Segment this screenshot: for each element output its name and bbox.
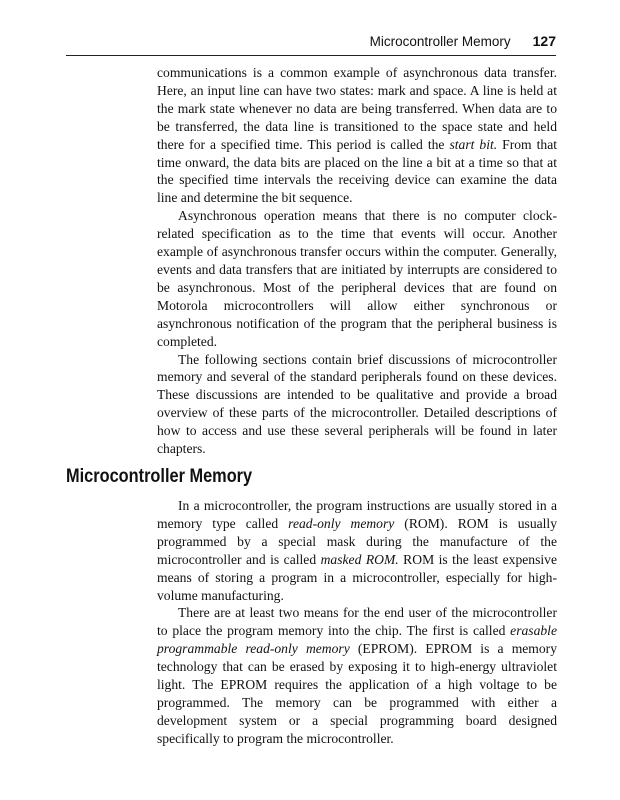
italic-term: masked ROM. [320, 551, 399, 567]
paragraph-run: In a microcontroller, the program instructions are usually stored in a memory type called [157, 498, 557, 531]
italic-term: erasable programmable read-only memory [157, 623, 557, 657]
paragraph-run: ROM is the least expensive means of storing a program in a microcontroller, especially for high-volume manufacturing. [157, 551, 557, 603]
paragraph [157, 207, 557, 350]
paragraph-run: (EPROM). EPROM is a memory technology that can be erased by exposing it to high-energy ultraviolet light. The EPROM requires the application of a high voltage to be programmed. The memory can be programmed with either a development system or a special programming board designed specifically to program the microcontroller. [157, 641, 557, 746]
paragraph-run: communications is a common example of asynchronous data transfer. Here, an input line can have two states: mark and space. A line is held at the mark state whenever no data are being transferred. When data are to be transferred, the data line is transitioned to the space state and held there for a specified time. This period is called the [157, 65, 557, 152]
paragraph-run: There are at least two means for the end user of the microcontroller to place the program memory into the chip. The first is called [157, 605, 557, 639]
paragraph-run: (ROM). ROM is usually programmed by a special mask during the manufacture of the microcontroller and is called [157, 515, 558, 567]
paragraph [157, 64, 557, 207]
paragraph [157, 604, 557, 747]
italic-term: read-only memory [288, 515, 395, 531]
body-text-top [157, 64, 557, 458]
paragraph [157, 497, 557, 604]
paragraph-run: The following sections contain brief discussions of microcontroller memory and several of the standard peripherals found on these devices. These discussions are intended to be qualitative and provide a broad overview of these parts of the microcontroller. Detailed descriptions of how to access and use these several peripherals will be found in later chapters. [157, 351, 557, 457]
section-heading: Microcontroller Memory [66, 466, 253, 487]
italic-term: start bit. [449, 136, 498, 152]
paragraph-run: From that time onward, the data bits are placed on the line a bit at a time so that at the specified time intervals the receiving device can examine the data line and determine the bit sequence. [157, 136, 558, 206]
body-text-section [157, 497, 557, 748]
running-head-title: Microcontroller Memory [369, 34, 511, 49]
page-number: 127 [532, 33, 556, 49]
running-head [66, 33, 556, 56]
paragraph [157, 351, 557, 458]
paragraph-run: Asynchronous operation means that there is no computer clock-related specification as to the time that events will occur. Another example of asynchronous transfer occurs within the computer. Generally, events and data transfers that are initiated by interrupts are considered to be asynchronous. Most of the peripheral devices that are found on Motorola microcontrollers will allow either synchronous or asynchronous notification of the program that the peripheral business is completed. [157, 208, 557, 349]
